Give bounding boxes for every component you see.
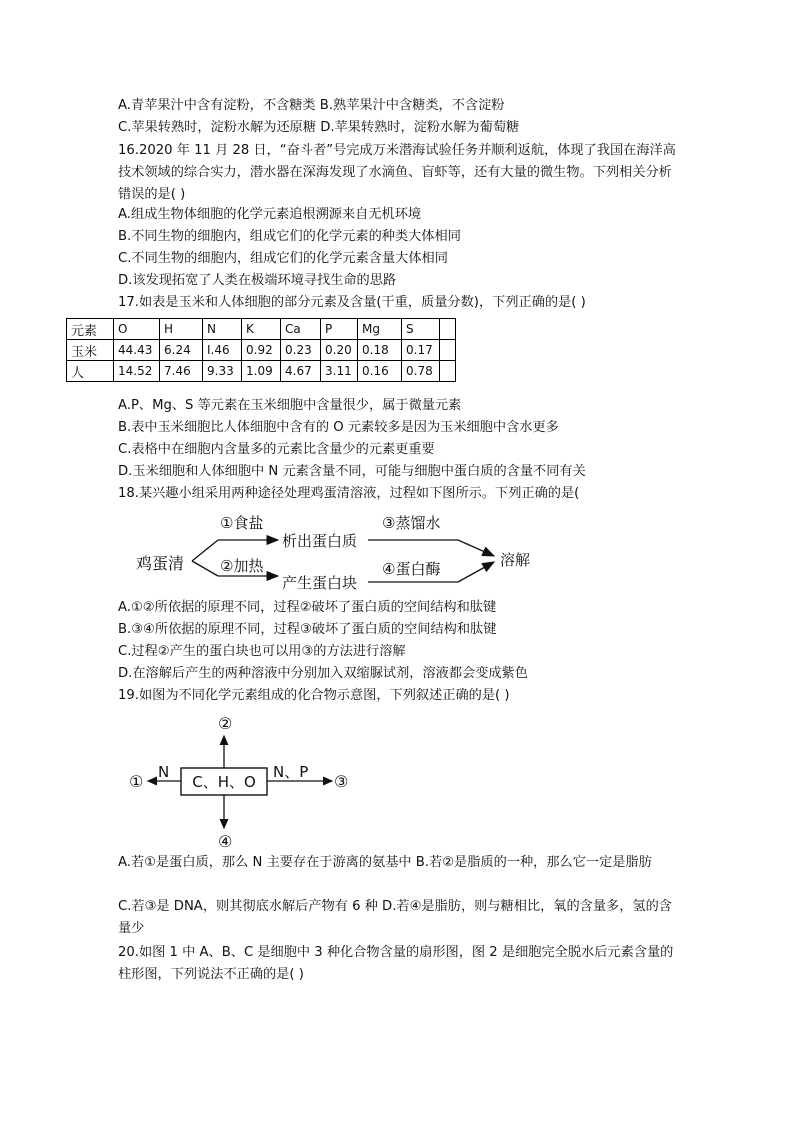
table-cell: 玉米 <box>67 340 114 361</box>
table-row-header <box>67 319 456 340</box>
node-2-label: ② <box>218 714 233 733</box>
mid-bottom-label: 产生蛋白块 <box>282 574 358 592</box>
q17-option-b: B.表中玉米细胞比人体细胞中含有的 O 元素较多是因为玉米细胞中含水更多 <box>118 420 559 435</box>
table-cell: 7.46 <box>160 361 203 382</box>
table-cell: 44.43 <box>114 340 160 361</box>
merge-line-top <box>458 540 494 556</box>
node-1-label: ① <box>129 772 144 791</box>
compound-element-diagram <box>118 710 368 852</box>
table-cell: 14.52 <box>114 361 160 382</box>
table-cell: 0.17 <box>402 340 440 361</box>
q19-options-cd: C.若③是 DNA，则其彻底水解后产物有 6 种 D.若④是脂肪，则与糖相比，氧的含量多，氢的含量少 <box>118 899 672 936</box>
q20-stem: 20.如图 1 中 A、B、C 是细胞中 3 种化合物含量的扇形图，图 2 是细胞完全脱水后元素含量的柱形图，下列说法不正确的是( ) <box>118 945 674 982</box>
table-cell: 0.23 <box>281 340 321 361</box>
table-cell: 0.92 <box>242 340 281 361</box>
q18-option-c: C.过程②产生的蛋白块也可以用③的方法进行溶解 <box>118 644 406 659</box>
merge-line-bottom <box>458 562 494 582</box>
branch-line-bottom <box>192 561 218 576</box>
step2-label: ②加热 <box>220 557 264 575</box>
table-row <box>67 340 456 361</box>
q18-option-b: B.③④所依据的原理不同，过程③破坏了蛋白质的空间结构和肽键 <box>118 622 497 637</box>
branch-line-top <box>192 540 218 561</box>
step4-label: ④蛋白酶 <box>382 560 441 578</box>
q18-option-a: A.①②所依据的原理不同，过程②破坏了蛋白质的空间结构和肽键 <box>118 600 497 615</box>
q15-options-cd: C.苹果转熟时，淀粉水解为还原糖 D.苹果转熟时，淀粉水解为葡萄糖 <box>118 120 520 135</box>
table-cell: O <box>114 319 160 340</box>
step3-label: ③蒸馏水 <box>382 514 441 532</box>
q18-option-d: D.在溶解后产生的两种溶液中分别加入双缩脲试剂，溶液都会变成紫色 <box>118 666 528 681</box>
step1-label: ①食盐 <box>220 514 264 532</box>
center-label: C、H、O <box>192 773 256 791</box>
q19-options-ab: A.若①是蛋白质，那么 N 主要存在于游离的氨基中 B.若②是脂质的一种，那么它一定是脂肪 <box>118 855 652 870</box>
table-cell: 3.11 <box>321 361 358 382</box>
table-cell <box>440 361 456 382</box>
q16-option-a: A.组成生物体细胞的化学元素追根溯源来自无机环境 <box>118 207 422 222</box>
table-cell: 9.33 <box>203 361 242 382</box>
q19-stem: 19.如图为不同化学元素组成的化合物示意图，下列叙述正确的是( ) <box>118 688 510 703</box>
q17-option-d: D.玉米细胞和人体细胞中 N 元素含量不同，可能与细胞中蛋白质的含量不同有关 <box>118 464 586 479</box>
table-cell <box>440 340 456 361</box>
table-cell: P <box>321 319 358 340</box>
table-cell: Ca <box>281 319 321 340</box>
table-cell: 4.67 <box>281 361 321 382</box>
table-cell: I.46 <box>203 340 242 361</box>
q18-stem: 18.某兴趣小组采用两种途径处理鸡蛋清溶液，过程如下图所示。下列正确的是( <box>118 486 580 501</box>
table-cell: 元素 <box>67 319 114 340</box>
table-cell: 0.20 <box>321 340 358 361</box>
table-cell: Mg <box>358 319 402 340</box>
table-row <box>67 361 456 382</box>
table-cell <box>440 319 456 340</box>
element-content-table <box>66 318 456 382</box>
mid-top-label: 析出蛋白质 <box>282 532 358 550</box>
table-cell: 0.16 <box>358 361 402 382</box>
node-4-label: ④ <box>218 832 233 851</box>
table-cell: K <box>242 319 281 340</box>
table-cell: H <box>160 319 203 340</box>
left-element-label: N <box>158 763 170 781</box>
diagram-end-label: 溶解 <box>500 551 531 569</box>
q17-option-c: C.表格中在细胞内含量多的元素比含量少的元素更重要 <box>118 442 435 457</box>
table-cell: 0.18 <box>358 340 402 361</box>
table-cell: 1.09 <box>242 361 281 382</box>
table-cell: 6.24 <box>160 340 203 361</box>
table-cell: 0.78 <box>402 361 440 382</box>
table-cell: S <box>402 319 440 340</box>
q15-options-ab: A.青苹果汁中含有淀粉，不含糖类 B.熟苹果汁中含糖类，不含淀粉 <box>118 98 505 113</box>
q17-stem: 17.如表是玉米和人体细胞的部分元素及含量(干重，质量分数)，下列正确的是( ) <box>118 295 586 310</box>
q16-stem: 16.2020 年 11 月 28 日，“奋斗者”号完成万米潜海试验任务并顺利返航，体现了我国在海洋高技术领域的综合实力，潜水器在深海发现了水滴鱼、盲虾等，还有大量的微生物。下列相关分析错误的是( ) <box>118 143 676 202</box>
q17-option-a: A.P、Mg、S 等元素在玉米细胞中含量很少，属于微量元素 <box>118 398 462 413</box>
table-cell: N <box>203 319 242 340</box>
q16-option-b: B.不同生物的细胞内，组成它们的化学元素的种类大体相同 <box>118 229 461 244</box>
table-cell: 人 <box>67 361 114 382</box>
q16-option-d: D.该发现拓宽了人类在极端环境寻找生命的思路 <box>118 273 397 288</box>
q16-option-c: C.不同生物的细胞内，组成它们的化学元素含量大体相同 <box>118 251 448 266</box>
diagram-start-label: 鸡蛋清 <box>136 554 185 573</box>
node-3-label: ③ <box>334 772 349 791</box>
egg-white-process-diagram <box>120 506 560 598</box>
right-element-label: N、P <box>273 763 309 781</box>
